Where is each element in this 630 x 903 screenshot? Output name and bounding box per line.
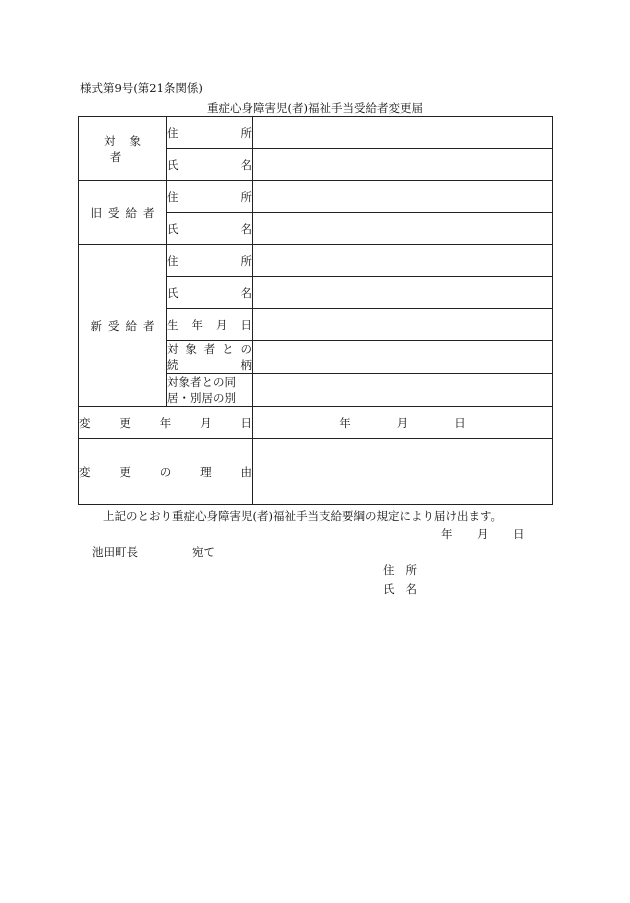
label-char: 名	[405, 582, 417, 596]
change-date-label	[79, 407, 253, 439]
subject-name-text	[167, 157, 252, 173]
label-char: 日	[240, 317, 252, 332]
old-recipient-name-label	[167, 213, 253, 245]
addressee-suffix: 宛て	[192, 545, 215, 559]
subject-group-label: 対象者	[79, 117, 167, 181]
label-char: 柄	[240, 358, 252, 372]
applicant-name-text	[383, 581, 417, 597]
label-char: 住	[167, 125, 179, 140]
label-char: 生	[167, 317, 179, 332]
new-recipient-cohabitation-label	[167, 374, 253, 407]
new-recipient-address-label	[167, 245, 253, 277]
change-date-day: 日	[454, 415, 466, 430]
label-char: 名	[240, 157, 252, 172]
addressee: 池田町長	[92, 545, 138, 559]
label-char: 氏	[167, 285, 179, 300]
label-char: 日	[240, 415, 252, 430]
new-recipient-name-field[interactable]	[253, 277, 553, 309]
label-char: 名	[240, 285, 252, 300]
label-char: 住	[383, 563, 395, 577]
label-char: 住	[167, 189, 179, 204]
new-recipient-dob-text	[167, 317, 252, 333]
new-recipient-address-text	[167, 253, 252, 269]
label-char: 続	[167, 358, 179, 372]
label-char: 理	[200, 464, 212, 479]
label-char: 氏	[383, 582, 395, 596]
page-title: 重症心身障害児(者)福祉手当受給者変更届	[207, 101, 423, 115]
new-recipient-dob-label	[167, 309, 253, 341]
footer-date-month: 月	[477, 527, 489, 541]
subject-address-text	[167, 125, 252, 141]
change-date-label-text	[79, 415, 252, 431]
cohabitation-label-line2: 居・別居の別	[167, 391, 236, 405]
label-char: 名	[240, 221, 252, 236]
subject-name-label	[167, 149, 253, 181]
old-recipient-address-field[interactable]	[253, 181, 553, 213]
old-recipient-name-field[interactable]	[253, 213, 553, 245]
label-char: と	[222, 342, 234, 356]
form-table	[78, 116, 553, 505]
new-recipient-relation-field[interactable]	[253, 341, 553, 374]
label-char: 氏	[167, 221, 179, 236]
label-char: 更	[119, 464, 131, 479]
label-char: 由	[240, 464, 252, 479]
label-char: 月	[216, 317, 228, 332]
old-recipient-name-text	[167, 221, 252, 237]
old-recipient-group-label: 旧受給者	[79, 181, 167, 245]
old-recipient-address-label	[167, 181, 253, 213]
label-char: の	[240, 342, 252, 356]
relation-label-line2	[167, 357, 252, 373]
change-date-field[interactable]	[253, 407, 553, 439]
footer-date-year: 年	[441, 527, 453, 541]
label-char: 変	[79, 415, 91, 430]
new-recipient-relation-label	[167, 341, 253, 374]
form-number: 様式第9号(第21条関係)	[80, 81, 203, 95]
change-reason-label-text	[79, 464, 252, 480]
subject-address-field[interactable]	[253, 117, 553, 149]
relation-label-line1	[167, 341, 252, 357]
label-char: 月	[200, 415, 212, 430]
old-recipient-address-text	[167, 189, 252, 205]
label-char: 象	[185, 342, 197, 356]
label-char: 年	[191, 317, 203, 332]
label-char: 対	[167, 342, 179, 356]
label-char: 者	[203, 342, 216, 356]
label-char: 更	[119, 415, 131, 430]
applicant-name-label	[383, 581, 417, 597]
label-char: 住	[167, 253, 179, 268]
label-char: 変	[79, 464, 91, 479]
label-char: 氏	[167, 157, 179, 172]
change-date-year: 年	[339, 415, 351, 430]
label-char: 所	[240, 125, 252, 140]
new-recipient-cohabitation-field[interactable]	[253, 374, 553, 407]
applicant-address-text	[383, 562, 417, 578]
cohabitation-label-line1: 対象者との同	[167, 375, 236, 389]
new-recipient-name-text	[167, 285, 252, 301]
change-date-units	[253, 415, 552, 431]
new-recipient-address-field[interactable]	[253, 245, 553, 277]
new-recipient-group-label: 新受給者	[79, 245, 167, 407]
footer-date-day: 日	[513, 527, 525, 541]
label-char: 所	[240, 253, 252, 268]
change-reason-label	[79, 439, 253, 505]
new-recipient-dob-field[interactable]	[253, 309, 553, 341]
label-char: の	[159, 464, 172, 479]
label-char: 所	[405, 563, 417, 577]
subject-address-label	[167, 117, 253, 149]
statement-text: 上記のとおり重症心身障害児(者)福祉手当支給要綱の規定により届け出ます。	[103, 509, 503, 523]
change-date-month: 月	[396, 415, 409, 430]
change-reason-field[interactable]	[253, 439, 553, 505]
label-char: 所	[240, 189, 252, 204]
label-char: 年	[159, 415, 172, 430]
subject-name-field[interactable]	[253, 149, 553, 181]
new-recipient-name-label	[167, 277, 253, 309]
applicant-address-label	[383, 562, 417, 578]
